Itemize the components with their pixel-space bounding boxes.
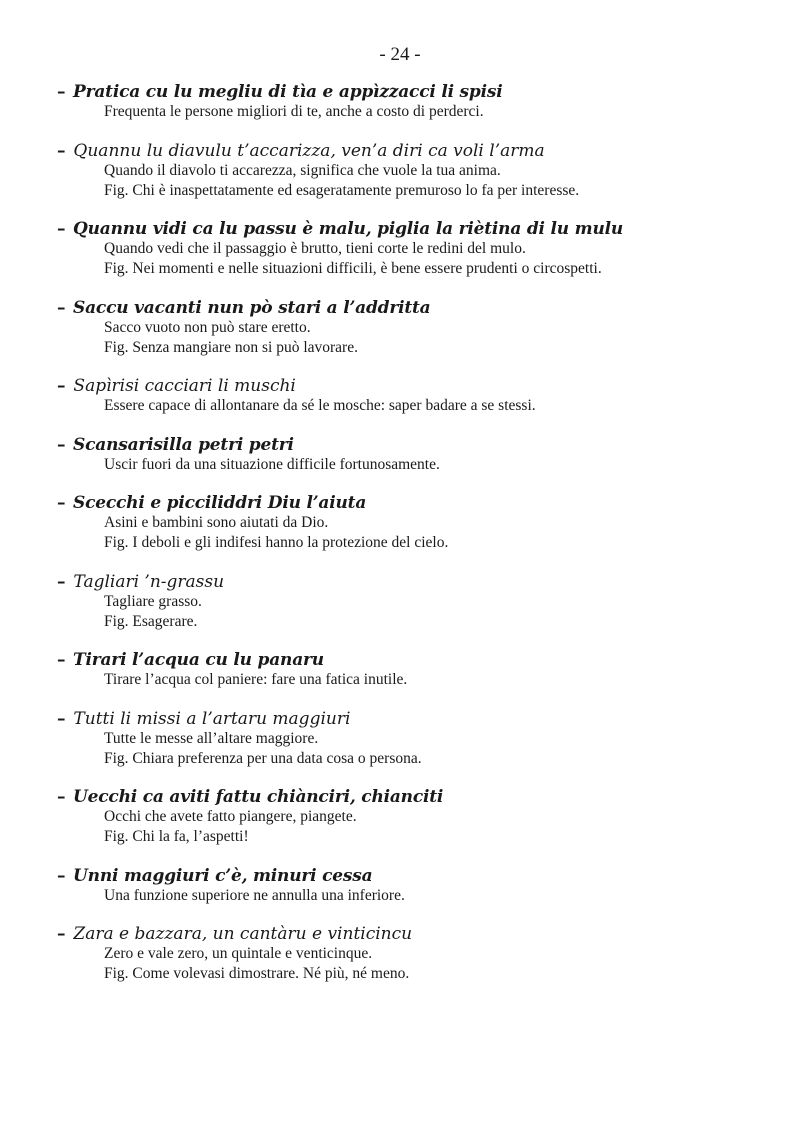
proverb-line bbox=[57, 82, 777, 102]
translation-line: Una funzione superiore ne annulla una inferiore. bbox=[104, 886, 405, 904]
proverb-line bbox=[57, 572, 777, 592]
proverb-entry bbox=[57, 866, 777, 906]
figurative-meaning-line: Fig. Chi la fa, l’aspetti! bbox=[104, 828, 249, 845]
proverb-text: Scansarisilla petri petri bbox=[73, 434, 294, 455]
translation-line: Frequenta le persone migliori di te, anche a costo di perderci. bbox=[104, 103, 484, 120]
figurative-meaning-line: Fig. Chiara preferenza per una data cosa o persona. bbox=[104, 749, 422, 767]
list-dash: – bbox=[57, 493, 72, 513]
figurative-meaning-line: Fig. Senza mangiare non si può lavorare. bbox=[104, 338, 358, 356]
list-dash: – bbox=[57, 571, 72, 592]
figurative-meaning-line: Fig. Esagerare. bbox=[104, 612, 198, 630]
list-dash: – bbox=[57, 219, 72, 239]
proverb-line bbox=[57, 219, 777, 239]
translation-line: Quando vedi che il passaggio è brutto, tieni corte le redini del mulo. bbox=[104, 240, 526, 257]
proverb-text: Quannu vidi ca lu passu è malu, piglia la riètina di lu mulu bbox=[73, 219, 624, 239]
proverb-line bbox=[57, 924, 777, 944]
proverb-text: Zara e bazzara, un cantàru e vinticincu bbox=[73, 924, 413, 944]
list-dash: – bbox=[57, 82, 72, 102]
proverb-line bbox=[57, 709, 777, 729]
list-dash: – bbox=[57, 865, 72, 886]
proverb-line bbox=[57, 650, 777, 670]
translation-line: Tagliare grasso. bbox=[104, 592, 202, 610]
proverb-entry bbox=[57, 141, 777, 201]
proverb-entry bbox=[57, 924, 777, 984]
figurative-meaning-line: Fig. Nei momenti e nelle situazioni difficili, è bene essere prudenti o circospetti. bbox=[104, 260, 602, 277]
figurative-meaning-line: Fig. I deboli e gli indifesi hanno la protezione del cielo. bbox=[104, 534, 449, 551]
proverb-text: Tagliari ’n-grassu bbox=[73, 571, 225, 592]
translation-line: Sacco vuoto non può stare eretto. bbox=[104, 318, 311, 336]
proverb-text: Scecchi e picciliddri Diu l’aiuta bbox=[73, 493, 367, 513]
proverb-entry bbox=[57, 376, 777, 416]
proverb-text: Tutti li missi a l’artaru maggiuri bbox=[73, 708, 351, 729]
proverb-line bbox=[57, 866, 777, 886]
translation-line: Essere capace di allontanare da sé le mosche: saper badare a se stessi. bbox=[104, 397, 536, 414]
proverb-entry bbox=[57, 82, 777, 122]
list-dash: – bbox=[57, 650, 72, 670]
proverb-entry bbox=[57, 650, 777, 690]
page-number: - 24 - bbox=[379, 44, 421, 65]
proverb-line bbox=[57, 787, 777, 807]
proverb-entry bbox=[57, 493, 777, 553]
list-dash: – bbox=[57, 140, 72, 161]
translation-line: Uscir fuori da una situazione difficile fortunosamente. bbox=[104, 455, 440, 473]
proverb-line bbox=[57, 298, 777, 318]
proverb-entry bbox=[57, 787, 777, 847]
list-dash: – bbox=[57, 297, 72, 318]
proverb-text: Saccu vacanti nun pò stari a l’addritta bbox=[73, 297, 431, 318]
list-dash: – bbox=[57, 708, 72, 729]
translation-line: Zero e vale zero, un quintale e venticinque. bbox=[104, 945, 373, 962]
proverb-text: Pratica cu lu megliu di tìa e appìzzacci li spisi bbox=[73, 82, 503, 102]
proverb-line bbox=[57, 493, 777, 513]
list-dash: – bbox=[57, 376, 72, 396]
list-dash: – bbox=[57, 787, 72, 807]
proverb-entry bbox=[57, 709, 777, 769]
proverb-entry bbox=[57, 219, 777, 279]
proverb-line bbox=[57, 376, 777, 396]
proverb-text: Unni maggiuri c’è, minuri cessa bbox=[73, 865, 373, 886]
figurative-meaning-line: Fig. Come volevasi dimostrare. Né più, né meno. bbox=[104, 965, 410, 982]
proverb-list bbox=[57, 82, 777, 1003]
list-dash: – bbox=[57, 924, 72, 944]
list-dash: – bbox=[57, 434, 72, 455]
proverb-entry bbox=[57, 572, 777, 632]
proverb-entry bbox=[57, 435, 777, 475]
translation-line: Tutte le messe all’altare maggiore. bbox=[104, 729, 319, 747]
translation-line: Quando il diavolo ti accarezza, significa che vuole la tua anima. bbox=[104, 161, 501, 179]
translation-line: Asini e bambini sono aiutati da Dio. bbox=[104, 514, 329, 531]
proverb-entry bbox=[57, 298, 777, 358]
proverb-line bbox=[57, 435, 777, 455]
proverb-text: Tirari l’acqua cu lu panaru bbox=[73, 650, 324, 670]
proverb-text: Sapìrisi cacciari li muschi bbox=[73, 376, 296, 396]
translation-line: Occhi che avete fatto piangere, piangete. bbox=[104, 808, 357, 825]
figurative-meaning-line: Fig. Chi è inaspettatamente ed esageratamente premuroso lo fa per interesse. bbox=[104, 181, 580, 199]
proverb-line bbox=[57, 141, 777, 161]
proverb-text: Uecchi ca aviti fattu chiànciri, chianciti bbox=[73, 787, 444, 807]
proverb-text: Quannu lu diavulu t’accarizza, ven’a diri ca voli l’arma bbox=[73, 140, 545, 161]
translation-line: Tirare l’acqua col paniere: fare una fatica inutile. bbox=[104, 671, 408, 688]
